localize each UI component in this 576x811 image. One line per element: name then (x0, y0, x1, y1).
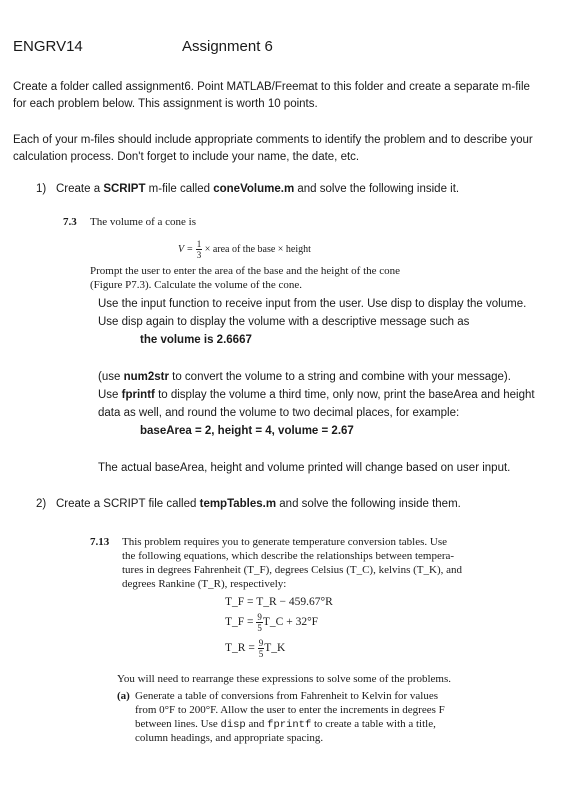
part-a-line-4: column headings, and appropriate spacing. (135, 732, 324, 744)
part-a-label: (a) (117, 690, 130, 702)
rearrange-note: You will need to rearrange these expressions to solve some of the problems. (117, 673, 452, 685)
equation-tf-tr: T_F = T_R − 459.67°R (225, 596, 333, 608)
p1-example-fprintf: baseArea = 2, height = 4, volume = 2.67 (140, 425, 354, 437)
book-problem-7-3-text: The volume of a cone is (90, 216, 196, 228)
temp-text-line-1: This problem requires you to generate temperature conversion tables. Use (122, 536, 447, 548)
p1-line-round: data as well, and round the volume to two decimal places, for example: (98, 407, 460, 419)
problem-1-number: 1) (36, 183, 47, 195)
p1-line-input: Use the input function to receive input from the user. Use disp to display the volume. (98, 298, 527, 310)
part-a-line-3: between lines. Use disp and fprintf to create a table with a title, (135, 718, 436, 731)
p1-line-fprintf: Use fprintf to display the volume a third time, only now, print the baseArea and height (98, 389, 535, 401)
book-problem-7-3-number: 7.3 (63, 216, 77, 228)
p1-example-volume: the volume is 2.6667 (140, 334, 252, 346)
prompt-line-1: Prompt the user to enter the area of the base and the height of the cone (90, 265, 401, 277)
p1-line-actual: The actual baseArea, height and volume printed will change based on user input. (98, 462, 511, 474)
temp-text-line-2: the following equations, which describe the relationships between tempera- (122, 550, 455, 562)
temp-text-line-4: degrees Rankine (T_R), respectively: (122, 578, 287, 590)
course-code: ENGRV14 (13, 38, 83, 55)
p1-line-num2str: (use num2str to convert the volume to a string and combine with your message). (98, 371, 511, 383)
problem-1-instruction: Create a SCRIPT m-file called coneVolume.m and solve the following inside it. (56, 183, 460, 195)
assignment-title: Assignment 6 (182, 38, 273, 55)
p1-line-disp: Use disp again to display the volume with a descriptive message such as (98, 316, 470, 328)
problem-2-instruction: Create a SCRIPT file called tempTables.m and solve the following inside them. (56, 498, 461, 510)
intro-line-1: Create a folder called assignment6. Point MATLAB/Freemat to this folder and create a separate m-file (13, 81, 530, 93)
intro-line-4: calculation process. Don't forget to include your name, the date, etc. (13, 151, 360, 163)
problem-2-number: 2) (36, 498, 47, 510)
book-problem-7-13-number: 7.13 (90, 536, 110, 548)
equation-tr-tk: T_R = $\frac{9}{5}$ T_K (225, 638, 286, 659)
intro-line-2: for each problem below. This assignment is worth 10 points. (13, 98, 318, 110)
temp-text-line-3: tures in degrees Fahrenheit (T_F), degrees Celsius (T_C), kelvins (T_K), and (122, 564, 462, 576)
part-a-line-2: from 0°F to 200°F. Allow the user to enter the increments in degrees F (135, 704, 445, 716)
cone-volume-equation: V = $\frac{1}{3}$ × area of the base × height (178, 239, 311, 260)
part-a-line-1: Generate a table of conversions from Fahrenheit to Kelvin for values (135, 690, 439, 702)
intro-line-3: Each of your m-files should include appropriate comments to identify the problem and to describe your (13, 134, 533, 146)
equation-tf-tc: T_F = $\frac{9}{5}$ T_C + 32°F (225, 612, 319, 633)
prompt-line-2: (Figure P7.3). Calculate the volume of the cone. (90, 279, 302, 291)
